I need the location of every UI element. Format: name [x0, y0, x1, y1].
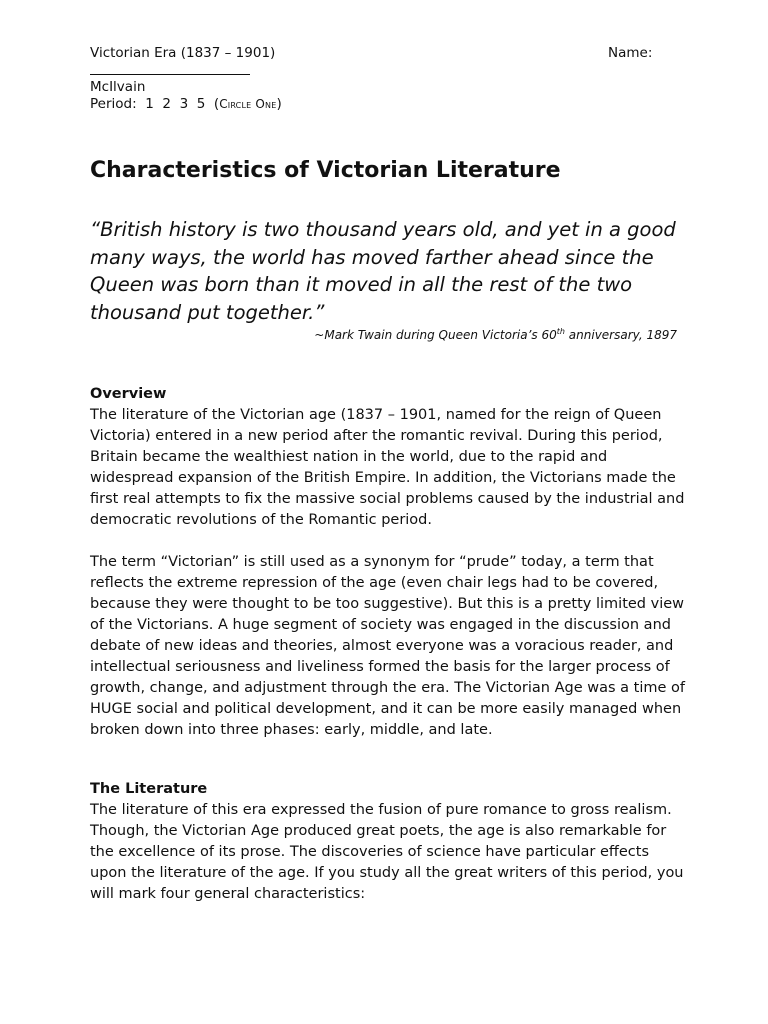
attribution-ordinal: th — [556, 327, 565, 336]
quote-attribution — [90, 327, 677, 342]
overview-section — [90, 384, 690, 741]
name-label: Name: — [608, 45, 653, 61]
period-close: ) — [276, 96, 282, 112]
overview-heading: Overview — [90, 386, 167, 402]
overview-paragraph-2: The term “Victorian” is still used as a synonym for “prude” today, a term that reflects the extreme repression of the age (even chair legs had to be covered, because they were thought to be too suggestive). But this is a pretty limited view of the Victorians. A huge segment of society was engaged in the discussion and debate of new ideas and theories, almost everyone was a voracious reader, and intellectual seriousness and liveliness formed the basis for the larger process of growth, change, and adjustment through the era. The Victorian Age was a time of HUGE social and political development, and it can be more easily managed when broken down into three phases: early, middle, and late. — [90, 554, 686, 738]
page-title: Characteristics of Victorian Literature — [90, 158, 561, 183]
teacher-name: McIlvain — [90, 79, 146, 95]
attribution-tail: anniversary, 1897 — [564, 328, 677, 342]
header-row-course — [90, 45, 680, 62]
overview-paragraph-1: The literature of the Victorian age (1837 – 1901, named for the reign of Queen Victoria) entered in a new period after the romantic revival. During this period, Britain became the wealthiest nation in the world, due to the rapid and widespread expansion of the British Empire. In addition, the Victorians made the first real attempts to fix the massive social problems caused by the industrial and democratic revolutions of the Romantic period. — [90, 407, 685, 528]
epigraph-quote: “British history is two thousand years old, and yet in a good many ways, the world has moved farther ahead since the Queen was born than it moved in all the rest of the two thousand put together.” — [90, 218, 676, 324]
attribution-text: ~Mark Twain during Queen Victoria’s 60 — [314, 328, 557, 342]
name-blank-line — [90, 62, 250, 75]
period-label: Period: 1 2 3 5 ( — [90, 96, 220, 112]
header-row-blank — [90, 62, 680, 79]
worksheet-header — [90, 45, 680, 113]
course-label: Victorian Era (1837 – 1901) — [90, 45, 276, 61]
header-row-teacher — [90, 79, 680, 96]
literature-paragraph-1: The literature of this era expressed the fusion of pure romance to gross realism. Though, the Victorian Age produced great poets, the age is also remarkable for the excellence of its prose. The discoveries of science have particular effects upon the literature of the age. If you study all the great writers of this period, you will mark four general characteristics: — [90, 802, 684, 902]
header-row-period — [90, 96, 680, 113]
circle-one-note: Circle One — [219, 97, 277, 111]
literature-heading: The Literature — [90, 781, 208, 797]
literature-section — [90, 779, 690, 905]
